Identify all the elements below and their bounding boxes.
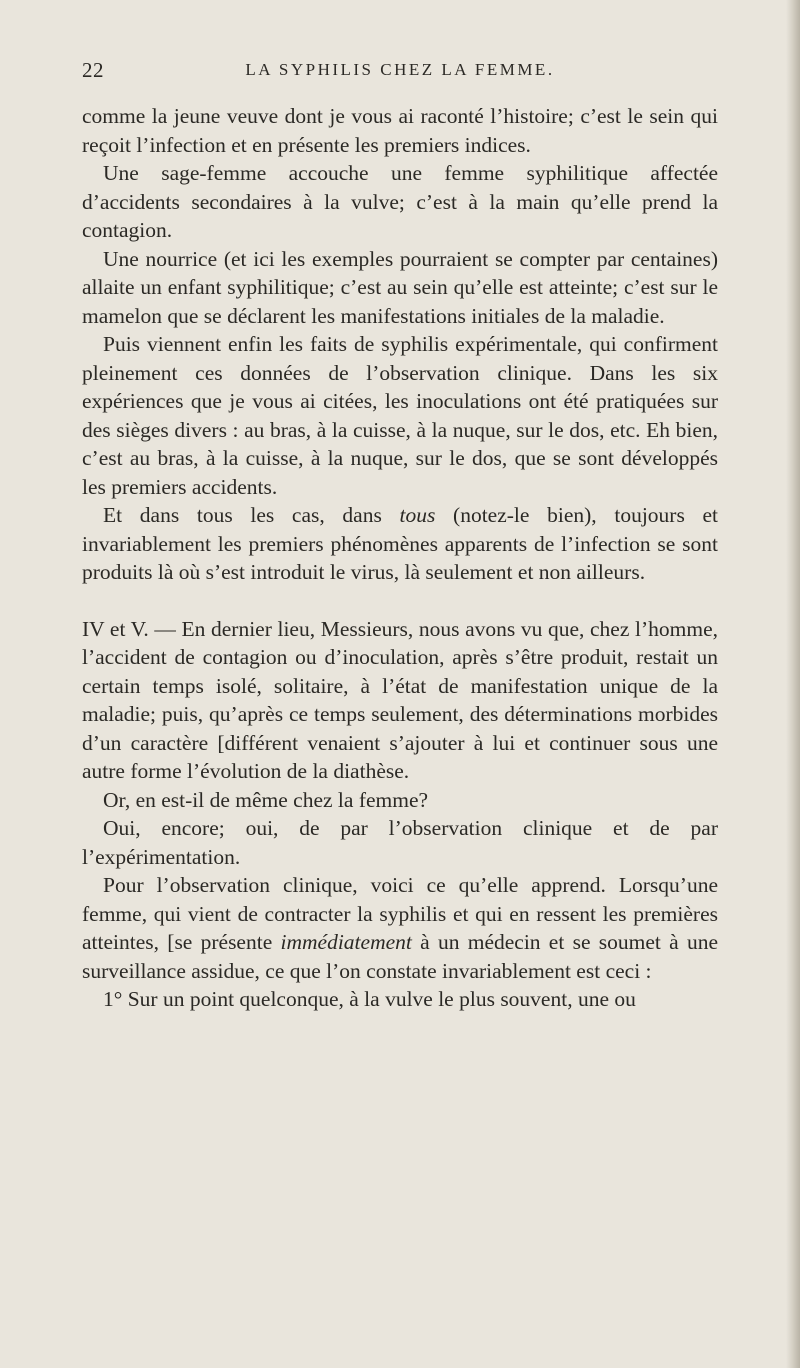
paragraph-text: (notez-le bien), toujours et invariablement les premiers phénomènes apparents de l’infection se sont produits là où s’est introduit le virus, là seulement et non ailleurs. xyxy=(82,503,719,584)
body-text xyxy=(82,102,718,1014)
paragraph: Or, en est-il de même chez la femme? xyxy=(103,787,429,812)
paragraph: Oui, encore; oui, de par l’observation clinique et de par l’expérimentation. xyxy=(82,816,718,869)
paragraph-text: Pour l’observation clinique, voici ce qu’elle apprend. Lorsqu’une femme, qui vient de contracter la syphilis et qui en ressent les premières atteintes, [se présente xyxy=(82,873,718,954)
paragraph-text: Et dans tous les cas, dans xyxy=(103,503,400,527)
page-number: 22 xyxy=(82,58,104,82)
paragraph-text: à un médecin et se soumet à une surveillance assidue, ce que l’on constate invariablement est ceci : xyxy=(82,930,718,983)
paragraph xyxy=(82,871,718,985)
page-header xyxy=(82,58,718,88)
paragraph: Une sage-femme accouche une femme syphilitique affectée d’accidents secondaires à la vulve; c’est à la main qu’elle prend la contagion. xyxy=(82,161,718,242)
section-paragraph: IV et V. — En dernier lieu, Messieurs, nous avons vu que, chez l’homme, l’accident de contagion ou d’inoculation, après s’être produit, restait un certain temps isolé, solitaire, à l’état de manifestation unique de la maladie; puis, qu’après ce temps seulement, des déterminations morbides d’un caractère [différent venaient s’ajouter à lui et continuer sous une autre forme l’évolution de la diathèse. xyxy=(82,616,718,783)
paragraph xyxy=(82,501,718,587)
paragraph: comme la jeune veuve dont je vous ai raconté l’histoire; c’est le sein qui reçoit l’infection et en présente les premiers indices. xyxy=(82,104,718,157)
paragraph: Une nourrice (et ici les exemples pourraient se compter par centaines) allaite un enfant syphilitique; c’est au sein qu’elle est atteinte; c’est sur le mamelon que se déclarent les manifestations initiales de la maladie. xyxy=(82,246,718,328)
paragraph: 1° Sur un point quelconque, à la vulve le plus souvent, une ou xyxy=(103,987,636,1011)
emphasis-text: tous xyxy=(399,503,436,527)
running-head: LA SYPHILIS CHEZ LA FEMME. xyxy=(245,60,555,79)
page-edge xyxy=(786,0,800,1368)
paragraph: Puis viennent enfin les faits de syphilis expérimentale, qui confirment pleinement ces données de l’observation clinique. Dans les six expériences que je vous ai citées, les inoculations ont été pratiquées sur des sièges divers : au bras, à la cuisse, à la nuque, sur le dos, etc. Eh bien, c’est au bras, à la cuisse, à la nuque, sur le dos, que se sont développés les premiers accidents. xyxy=(82,332,718,499)
emphasis-text: immédiatement xyxy=(280,930,412,954)
